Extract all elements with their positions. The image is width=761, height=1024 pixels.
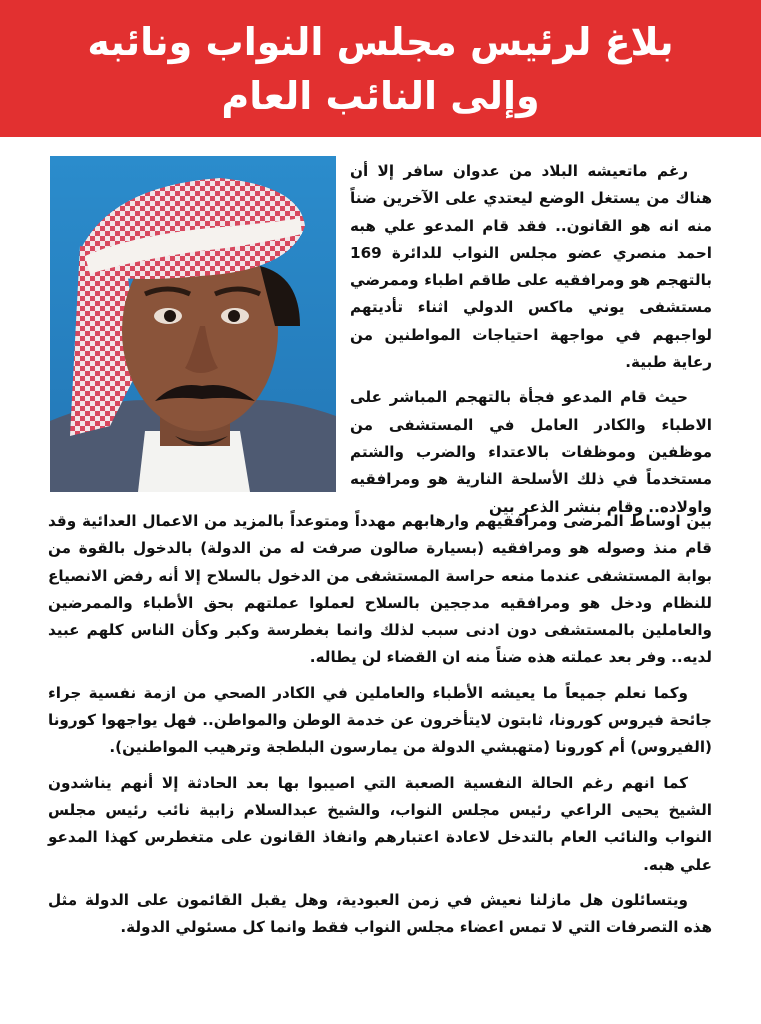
article-paragraph: حيث قام المدعو فجأة بالتهجم المباشر على الاطباء والكادر العامل في المستشفى من موظفين وموظفات بالاعتداء والضرب والشتم مستخدماً في ذلك الأسلحة النارية هو ومرافقيه واولاده.. وقام بنشر الذعر بين — [350, 388, 712, 516]
headline-line-2: وإلى النائب العام — [221, 73, 540, 118]
article-text-full-width — [48, 508, 712, 949]
article-paragraph: بين اوساط المرضى ومرافقيهم وارهابهم مهدداً ومتوعداً بالمزيد من الاعمال العدائية وقد قام منذ وصوله هو ومرافقيه (بسيارة صالون صرفت له من الدولة) بالدخول بالقوة من بوابة المستشفى عندما منعه حراسة المستشفى من الدخول بالسلاح إلا أنه رفض الانصياع للنظام ودخل هو ومرافقيه مدججين بالسلاح لعملوا عملتهم بحق الأطباء والممرضين والعاملين بالمستشفى دون ادنى سبب لذلك وانما بغطرسة وكبر وكأن الناس كلهم عبيد لديه.. وفر بعد عملته هذه ضناً منه ان القضاء لن يطاله. — [48, 512, 712, 667]
headline-line-1: بلاغ لرئيس مجلس النواب ونائبه — [87, 19, 674, 64]
article-paragraph: كما انهم رغم الحالة النفسية الصعبة التي اصيبوا بها بعد الحادثة إلا أنهم يناشدون الشيخ يحيى الراعي رئيس مجلس النواب، والشيخ عبدالسلام زابية نائب رئيس مجلس النواب والنائب العام بالتدخل لاعادة اعتبارهم وانفاذ القانون على متغطرس كهذا المدعو علي هبه. — [48, 773, 712, 874]
article-paragraph: ويتسائلون هل مازلنا نعيش في زمن العبودية، وهل يقبل القائمون على الدولة مثل هذه التصرفات التي لا تمس اعضاء مجلس النواب فقط وانما كل مسئولي الدولة. — [48, 890, 712, 937]
article-paragraph: وكما نعلم جميعاً ما يعيشه الأطباء والعاملين في الكادر الصحي من ازمة نفسية جراء جائحة فيروس كورونا، ثابتون لايتأخرون عن خدمة الوطن والمواطن.. فهل يواجهوا كورونا (الفيروس) أم كورونا (متهبشي الدولة من يمارسون البلطجة وترهيب المواطنين). — [48, 683, 712, 757]
headline-banner — [0, 0, 761, 137]
article-text-beside-photo — [350, 158, 712, 529]
article-paragraph: رغم ماتعيشه البلاد من عدوان سافر إلا أن هناك من يستغل الوضع ليعتدي على الآخرين ضناً منه انه هو القانون.. فقد قام المدعو علي هبه احمد منصري عضو مجلس النواب للدائرة 169 بالتهجم هو ومرافقيه على طاقم اطباء وممرضي مستشفى يوني ماكس الدولي اثناء تأديتهم لواجبهم في مواجهة احتياجات المواطنين من رعاية طبية. — [350, 162, 712, 372]
portrait-photo-icon — [50, 156, 336, 492]
